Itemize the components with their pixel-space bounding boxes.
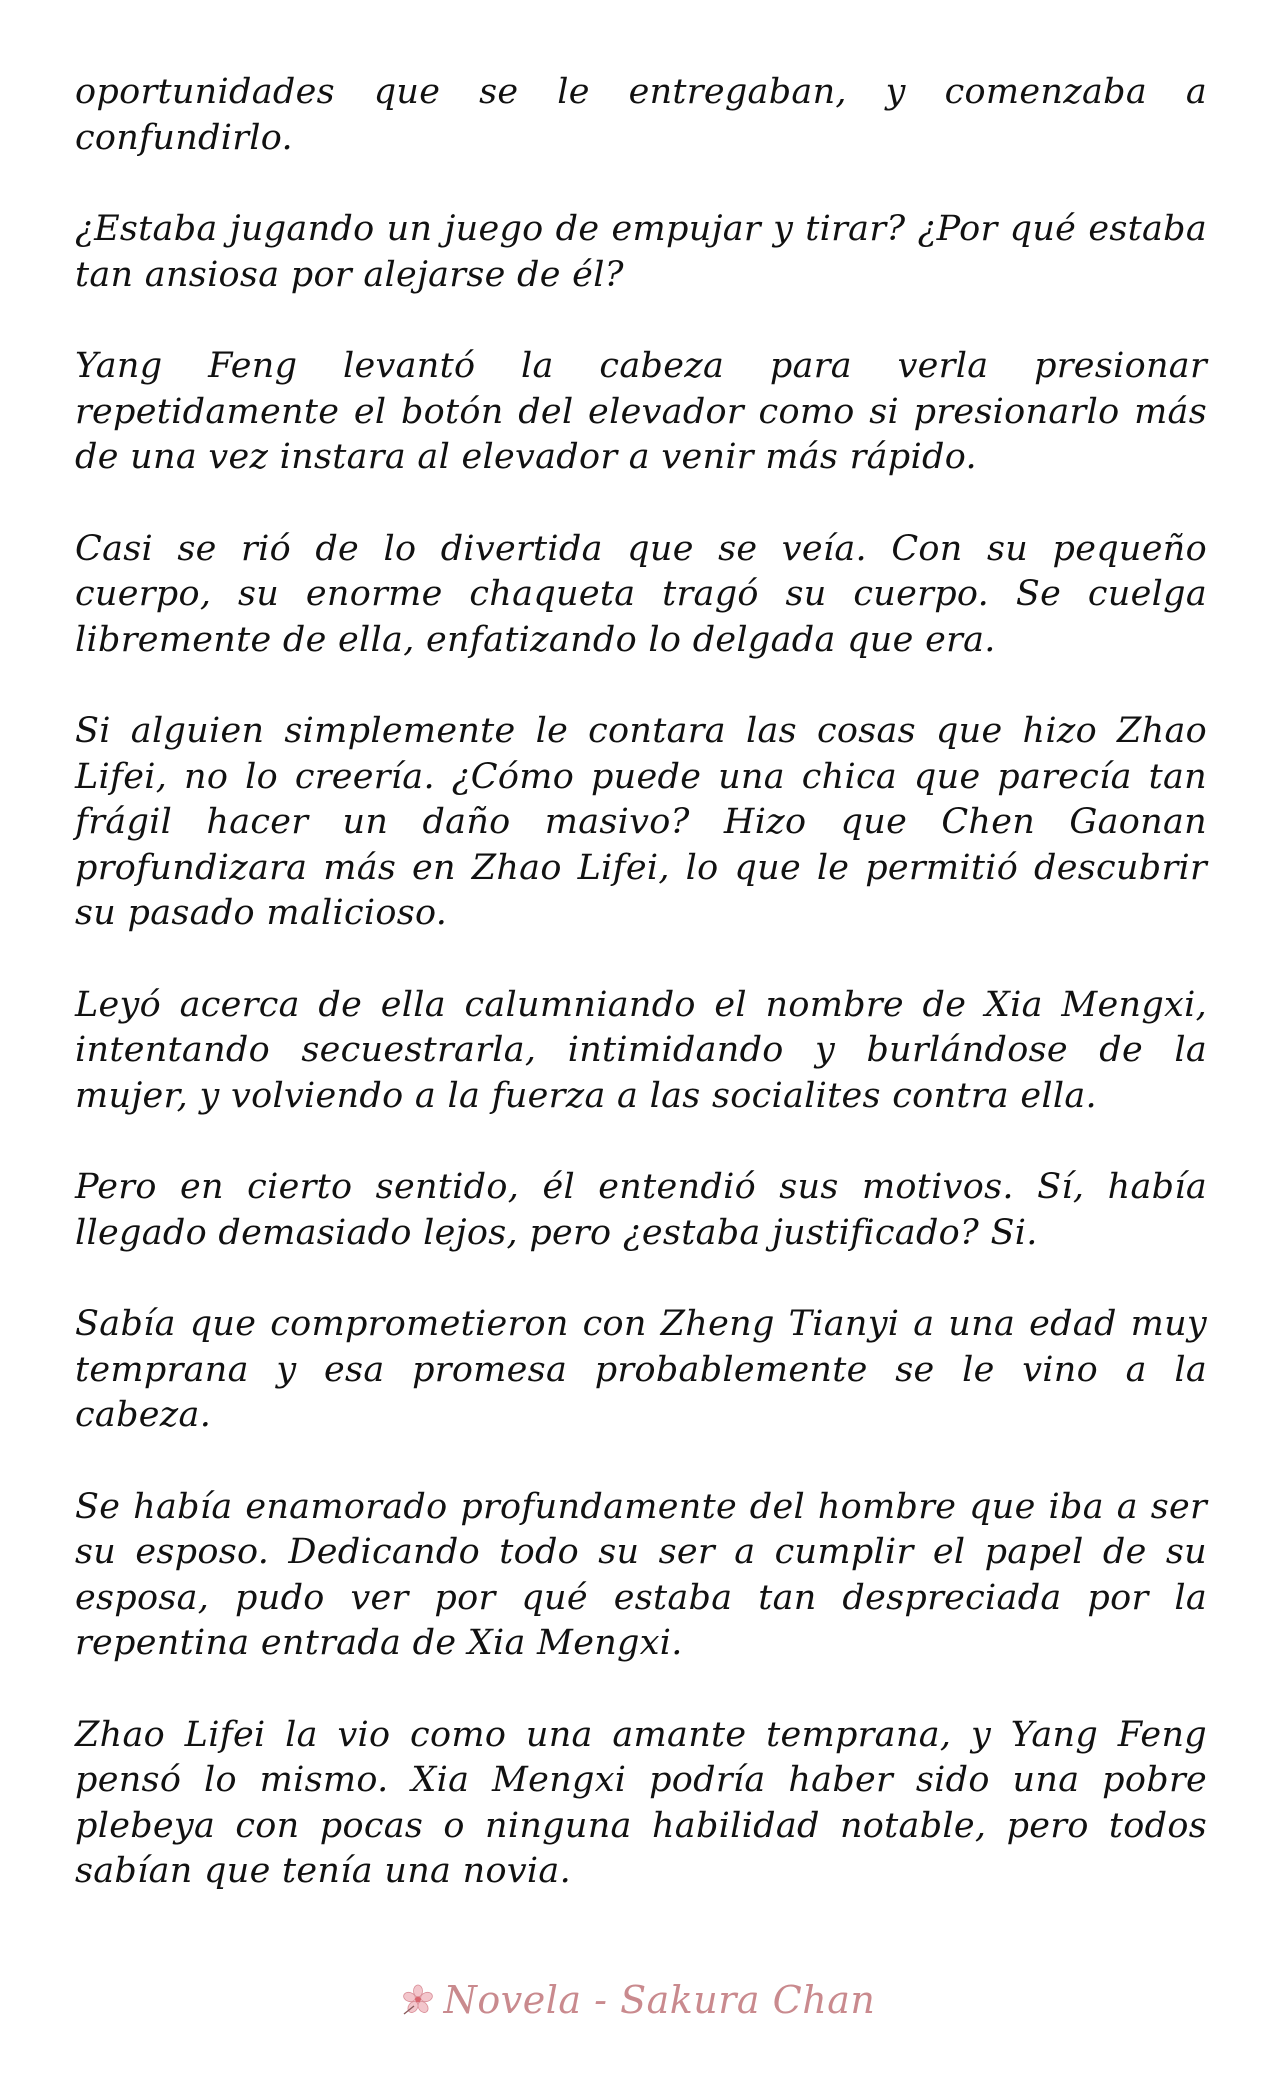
paragraph: Zhao Lifei la vio como una amante temprana, y Yang Feng pensó lo mismo. Xia Mengxi podría haber sido una pobre plebeya con pocas o ninguna habilidad notable, pero todos sabían que tenía una novia. <box>75 1714 1207 1891</box>
footer-text: Novela - Sakura Chan <box>443 1978 876 2022</box>
paragraph: Si alguien simplemente le contara las cosas que hizo Zhao Lifei, no lo creería. ¿Cómo puede una chica que parecía tan frágil hacer un daño masivo? Hizo que Chen Gaonan profundizara más en Zhao Lifei, lo que le permitió descubrir su pasado malicioso. <box>75 711 1207 933</box>
paragraph: Leyó acerca de ella calumniando el nombre de Xia Mengxi, intentando secuestrarla, intimidando y burlándose de la mujer, y volviendo a la fuerza a las socialites contra ella. <box>75 984 1207 1116</box>
paragraph: Yang Feng levantó la cabeza para verla presionar repetidamente el botón del elevador como si presionarlo más de una vez instara al elevador a venir más rápido. <box>75 346 1207 477</box>
paragraph: Casi se rió de lo divertida que se veía. Con su pequeño cuerpo, su enorme chaqueta tragó su cuerpo. Se cuelga libremente de ella, enfatizando lo delgada que era. <box>75 528 1207 660</box>
paragraph: oportunidades que se le entregaban, y comenzaba a confundirlo. <box>75 72 1207 158</box>
paragraph: Sabía que comprometieron con Zheng Tianyi a una edad muy temprana y esa promesa probablemente se le vino a la cabeza. <box>75 1304 1207 1435</box>
cherry-blossom-icon <box>400 1982 436 2018</box>
paragraph: Pero en cierto sentido, él entendió sus motivos. Sí, había llegado demasiado lejos, pero ¿estaba justificado? Si. <box>75 1167 1207 1253</box>
footer-inner <box>400 1978 876 2022</box>
paragraph: ¿Estaba jugando un juego de empujar y tirar? ¿Por qué estaba tan ansiosa por alejarse de él? <box>75 209 1207 295</box>
paragraph: Se había enamorado profundamente del hombre que iba a ser su esposo. Dedicando todo su ser a cumplir el papel de su esposa, pudo ver por qué estaba tan despreciada por la repentina entrada de Xia Mengxi. <box>75 1486 1207 1663</box>
document-body <box>75 70 1207 1941</box>
footer-watermark <box>0 1978 1275 2038</box>
